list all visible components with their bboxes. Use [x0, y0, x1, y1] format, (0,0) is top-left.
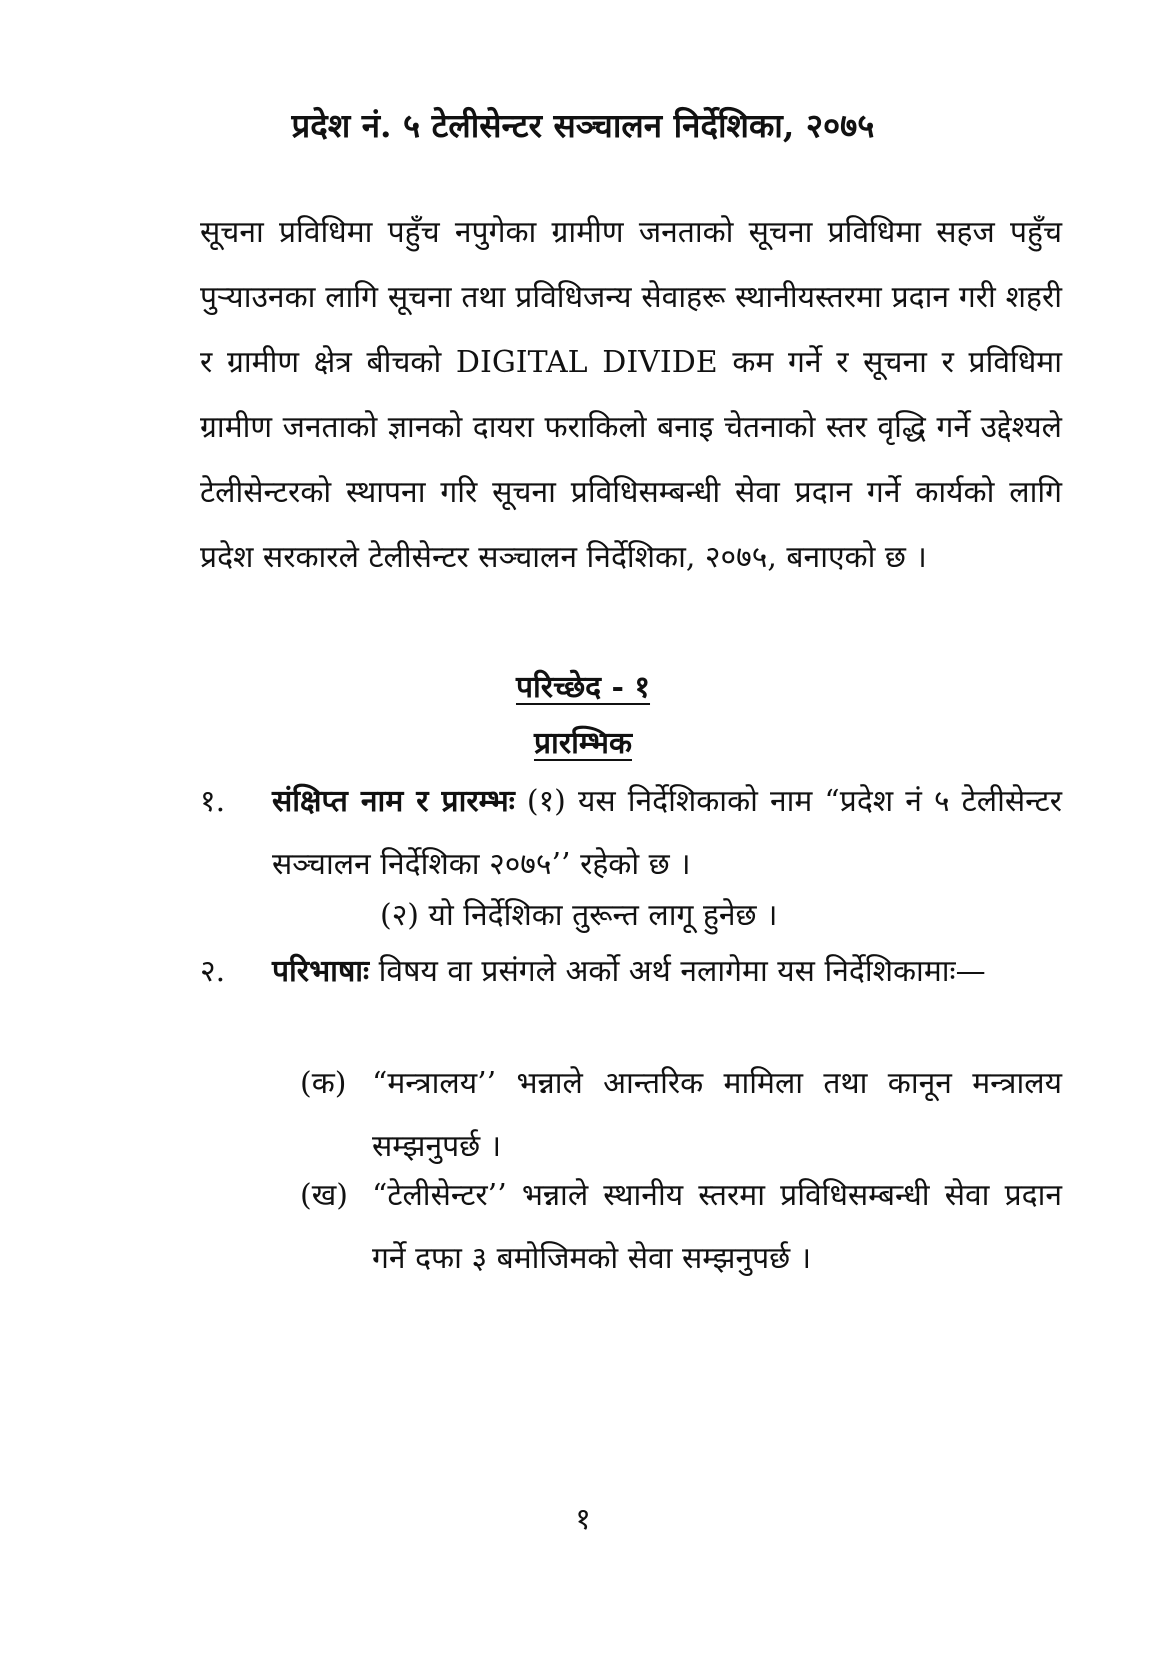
section-1 — [200, 770, 1062, 896]
section-2-text: विषय वा प्रसंगले अर्को अर्थ नलागेमा यस निर्देशिकामाः— — [369, 954, 986, 989]
section-1-number: १. — [200, 784, 226, 819]
section-2 — [200, 940, 1062, 1003]
chapter-title-text: प्रारम्भिक — [533, 726, 632, 761]
section-2-number: २. — [200, 954, 226, 989]
definition-ka — [300, 1052, 1062, 1178]
definition-kha-mark: (ख) — [300, 1178, 348, 1213]
page-number: १ — [575, 1502, 591, 1537]
section-2-heading: परिभाषाः — [272, 954, 370, 989]
section-1-subclause: (२) यो निर्देशिका तुरून्त लागू हुनेछ । — [380, 898, 778, 933]
chapter-title — [0, 724, 1166, 764]
preamble-paragraph: सूचना प्रविधिमा पहुँच नपुगेका ग्रामीण जनताको सूचना प्रविधिमा सहज पहुँच पुऱ्याउनका लागि सूचना तथा प्रविधिजन्य सेवाहरू स्थानीयस्तरमा प्रदान गरी शहरी र ग्रामीण क्षेत्र बीचको DIGITAL DIVIDE कम गर्ने र सूचना र प्रविधिमा ग्रामीण जनताको ज्ञानको दायरा फराकिलो बनाइ चेतनाको स्तर वृद्धि गर्ने उद्देश्यले टेलीसेन्टरको स्थापना गरि सूचना प्रविधिसम्बन्धी सेवा प्रदान गर्ने कार्यको लागि प्रदेश सरकारले टेलीसेन्टर सञ्चालन निर्देशिका, २०७५, बनाएको छ । — [200, 215, 1062, 575]
definition-ka-text: “मन्त्रालय’’ भन्नाले आन्तरिक मामिला तथा कानून मन्त्रालय सम्झनुपर्छ । — [372, 1066, 1062, 1164]
chapter-number-text: परिच्छेद - १ — [515, 670, 651, 705]
chapter-number — [0, 668, 1166, 708]
document-title: प्रदेश नं. ५ टेलीसेन्टर सञ्चालन निर्देशिका, २०७५ — [291, 106, 875, 145]
definition-ka-mark: (क) — [300, 1066, 347, 1101]
section-1-text: (१) यस निर्देशिकाको नाम “प्रदेश नं ५ टेलीसेन्टर सञ्चालन निर्देशिका २०७५’’ रहेको छ । — [272, 784, 1062, 882]
section-2-body — [272, 940, 1062, 1003]
section-1-body — [272, 770, 1062, 896]
definition-kha — [300, 1164, 1062, 1290]
definition-kha-text: “टेलीसेन्टर’’ भन्नाले स्थानीय स्तरमा प्रविधिसम्बन्धी सेवा प्रदान गर्ने दफा ३ बमोजिमको सेवा सम्झनुपर्छ । — [372, 1178, 1062, 1276]
section-1-heading: संक्षिप्त नाम र प्रारम्भः — [272, 784, 515, 819]
